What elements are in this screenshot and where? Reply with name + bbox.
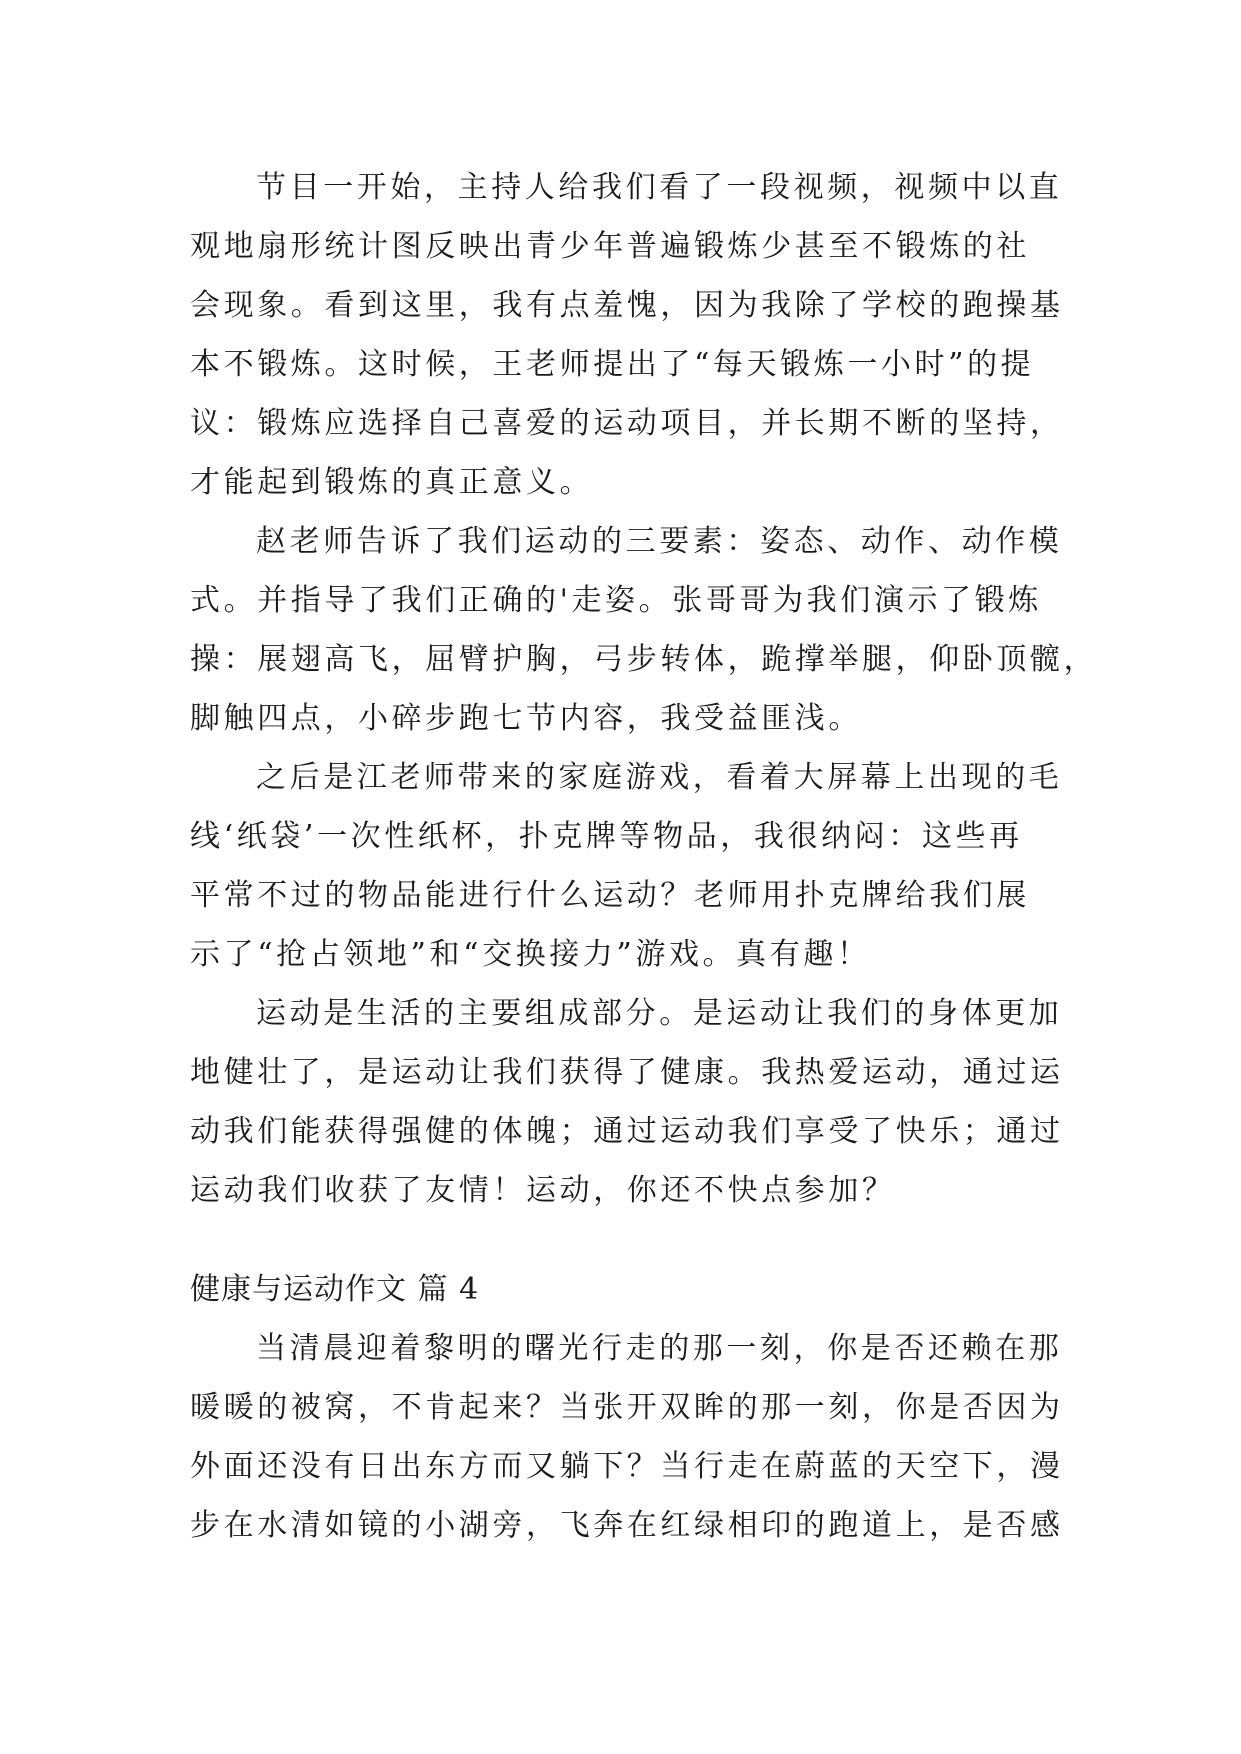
paragraph-line: 赵老师告诉了我们运动的三要素：姿态、动作、动作模 bbox=[256, 524, 1063, 559]
paragraph-line: 外面还没有日出东方而又躺下？当行走在蔚蓝的天空下，漫 bbox=[190, 1449, 1064, 1484]
paragraph-line: 步在水清如镜的小湖旁，飞奔在红绿相印的跑道上，是否感 bbox=[190, 1508, 1064, 1543]
paragraph-line: 平常不过的物品能进行什么运动？老师用扑克牌给我们展 bbox=[190, 878, 1030, 913]
paragraph-line: 节目一开始，主持人给我们看了一段视频，视频中以直 bbox=[256, 170, 1063, 205]
paragraph-line: 暖暖的被窝，不肯起来？当张开双眸的那一刻，你是否因为 bbox=[190, 1390, 1064, 1425]
paragraph-line: 本不锻炼。这时候，王老师提出了“每天锻炼一小时”的提 bbox=[190, 347, 1035, 382]
paragraph-line: 动我们能获得强健的体魄；通过运动我们享受了快乐；通过 bbox=[190, 1114, 1064, 1149]
paragraph-line: 之后是江老师带来的家庭游戏，看着大屏幕上出现的毛 bbox=[256, 760, 1063, 795]
paragraph-line: 式。并指导了我们正确的'走姿。张哥哥为我们演示了锻炼 bbox=[190, 583, 1042, 618]
paragraph-line: 地健壮了，是运动让我们获得了健康。我热爱运动，通过运 bbox=[190, 1055, 1064, 1090]
section-heading: 健康与运动作文 篇 4 bbox=[190, 1272, 480, 1307]
paragraph-line: 会现象。看到这里，我有点羞愧，因为我除了学校的跑操基 bbox=[190, 288, 1064, 323]
paragraph-line: 脚触四点，小碎步跑七节内容，我受益匪浅。 bbox=[190, 701, 862, 736]
paragraph-line: 线‘纸袋’一次性纸杯，扑克牌等物品，我很纳闷：这些再 bbox=[190, 819, 1023, 854]
paragraph-line: 才能起到锻炼的真正意义。 bbox=[190, 465, 594, 500]
paragraph-line: 当清晨迎着黎明的曙光行走的那一刻，你是否还赖在那 bbox=[256, 1331, 1063, 1366]
paragraph-line: 议：锻炼应选择自己喜爱的运动项目，并长期不断的坚持， bbox=[190, 406, 1064, 441]
paragraph-line: 操：展翅高飞，屈臂护胸，弓步转体，跪撑举腿，仰卧顶髋， bbox=[190, 642, 1098, 677]
paragraph-line: 运动我们收获了友情！运动，你还不快点参加？ bbox=[190, 1173, 896, 1208]
paragraph-line: 观地扇形统计图反映出青少年普遍锻炼少甚至不锻炼的社 bbox=[190, 229, 1030, 264]
paragraph-line: 运动是生活的主要组成部分。是运动让我们的身体更加 bbox=[256, 996, 1063, 1031]
paragraph-line: 示了“抢占领地”和“交换接力”游戏。真有趣！ bbox=[190, 937, 871, 972]
